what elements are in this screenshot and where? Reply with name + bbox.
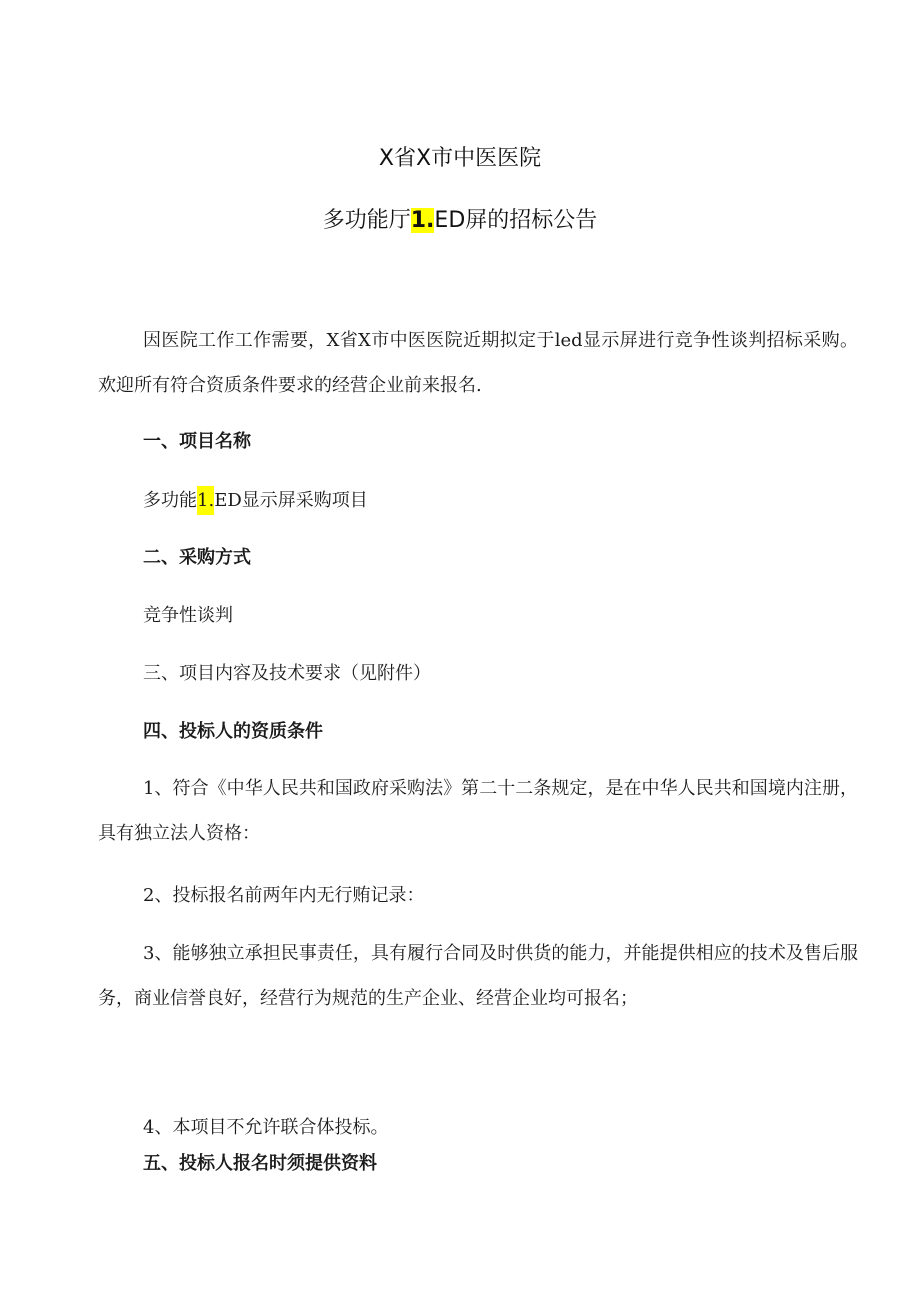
project-name-prefix: 多功能 <box>143 490 197 511</box>
qualification-item-2: 2、投标报名前两年内无行贿记录： <box>143 885 425 906</box>
document-title-line2 <box>0 206 920 236</box>
intro-paragraph: 因医院工作工作需要，X省X市中医医院近期拟定于led显示屏进行竞争性谈判招标采购。欢迎所有符合资质条件要求的经营企业前来报名. <box>98 330 858 396</box>
section-heading-registration-materials: 五、投标人报名时须提供资料 <box>143 1153 377 1174</box>
section-body-project-name <box>143 486 368 516</box>
hospital-name: X省X市中医医院 <box>378 146 542 171</box>
section-heading-procurement-method: 二、采购方式 <box>143 547 251 568</box>
title-highlight: 1. <box>410 208 435 233</box>
project-name-highlight: 1. <box>197 486 214 515</box>
title-suffix: ED屏的招标公告 <box>434 208 598 233</box>
qualification-item-4: 4、本项目不允许联合体投标。 <box>143 1117 389 1138</box>
section-heading-project-name: 一、项目名称 <box>143 431 251 452</box>
title-prefix: 多功能厅 <box>322 208 411 233</box>
project-name-suffix: ED显示屏采购项目 <box>214 490 368 511</box>
qualification-item-1: 1、符合《中华人民共和国政府采购法》第二十二条规定，是在中华人民共和国境内注册，具有独立法人资格： <box>98 778 858 844</box>
section-heading-bidder-qualifications: 四、投标人的资质条件 <box>143 721 323 742</box>
document-title-line1 <box>0 144 920 174</box>
section-heading-project-content: 三、项目内容及技术要求（见附件） <box>143 663 431 684</box>
section-body-procurement-method: 竞争性谈判 <box>143 605 233 626</box>
qualification-item-3: 3、能够独立承担民事责任，具有履行合同及时供货的能力，并能提供相应的技术及售后服务，商业信誉良好，经营行为规范的生产企业、经营企业均可报名； <box>98 943 858 1009</box>
